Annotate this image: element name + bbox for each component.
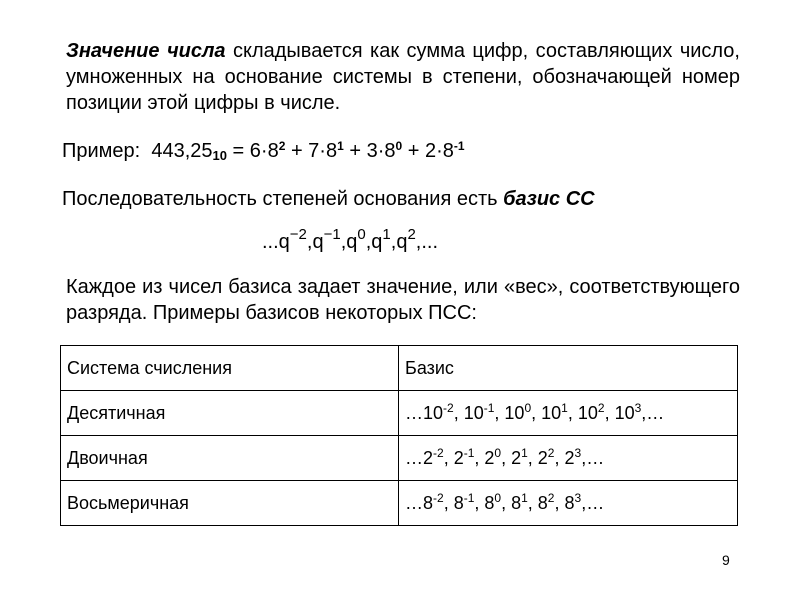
example-base: 10 (212, 148, 227, 163)
example-term-2: + 7·8 (285, 140, 338, 162)
example-exp-2: 1 (337, 139, 344, 153)
page-number: 9 (722, 552, 730, 568)
example-number: 443,25 (151, 140, 213, 162)
basis-sentence-text: Последовательность степеней основания есть (62, 188, 504, 210)
table-header-row (61, 346, 738, 391)
formula-part-2: ,q (340, 231, 358, 253)
formula-end: ,... (415, 231, 439, 253)
row-basis: $\dots 10^{-2}$, $10^{-1}$, $10^0$, $10^1$, $10^2$, $10^3,\dots$ (399, 391, 738, 436)
intro-term: Значение числа (66, 40, 226, 62)
row-system: Восьмеричная (61, 481, 399, 526)
formula-exp-1: −1 (323, 226, 341, 243)
example-exp-3: 0 (395, 139, 403, 153)
example-exp-4: -1 (453, 139, 465, 153)
example-label: Пример: (62, 140, 141, 162)
header-basis: Базис (399, 346, 738, 391)
formula-part-0: ...q (262, 231, 290, 253)
basis-table (60, 345, 738, 526)
table-row (61, 391, 738, 436)
formula-exp-4: 2 (407, 226, 416, 243)
formula-exp-2: 0 (357, 226, 366, 243)
intro-paragraph (66, 38, 740, 116)
example-term-3: + 3·8 (343, 140, 396, 162)
formula-part-1: ,q (306, 231, 324, 253)
row-system: Двоичная (61, 436, 399, 481)
formula-part-4: ,q (390, 231, 408, 253)
row-system: Десятичная (61, 391, 399, 436)
formula-exp-0: −2 (289, 226, 307, 243)
table-row (61, 436, 738, 481)
formula-exp-3: 1 (382, 226, 391, 243)
row-basis: $\dots 2^{-2}$, $2^{-1}$, $2^0$, $2^1$, $2^2$, $2^3,\dots$ (399, 436, 738, 481)
example-term-4: + 2·8 (402, 140, 454, 162)
table-row (61, 481, 738, 526)
basis-formula (262, 226, 438, 254)
basis-sentence (62, 188, 595, 211)
example-exp-1: 2 (278, 139, 286, 153)
basis-term: базис СС (503, 188, 595, 210)
weight-paragraph: Каждое из чисел базиса задает значение, или «вес», соответствующего разряда. Примеры базисов некоторых ПСС: (66, 276, 740, 324)
intro-text: складывается как сумма цифр, составляющих число, умноженных на основание системы в степени, обозначающей номер позиции этой цифры в числе. (66, 40, 740, 114)
formula-part-3: ,q (365, 231, 383, 253)
example-line (62, 140, 465, 163)
header-system: Система счисления (61, 346, 399, 391)
row-basis: $\dots 8^{-2}$, $8^{-1}$, $8^0$, $8^1$, $8^2$, $8^3,\dots$ (399, 481, 738, 526)
example-term-1: = 6·8 (227, 140, 279, 162)
